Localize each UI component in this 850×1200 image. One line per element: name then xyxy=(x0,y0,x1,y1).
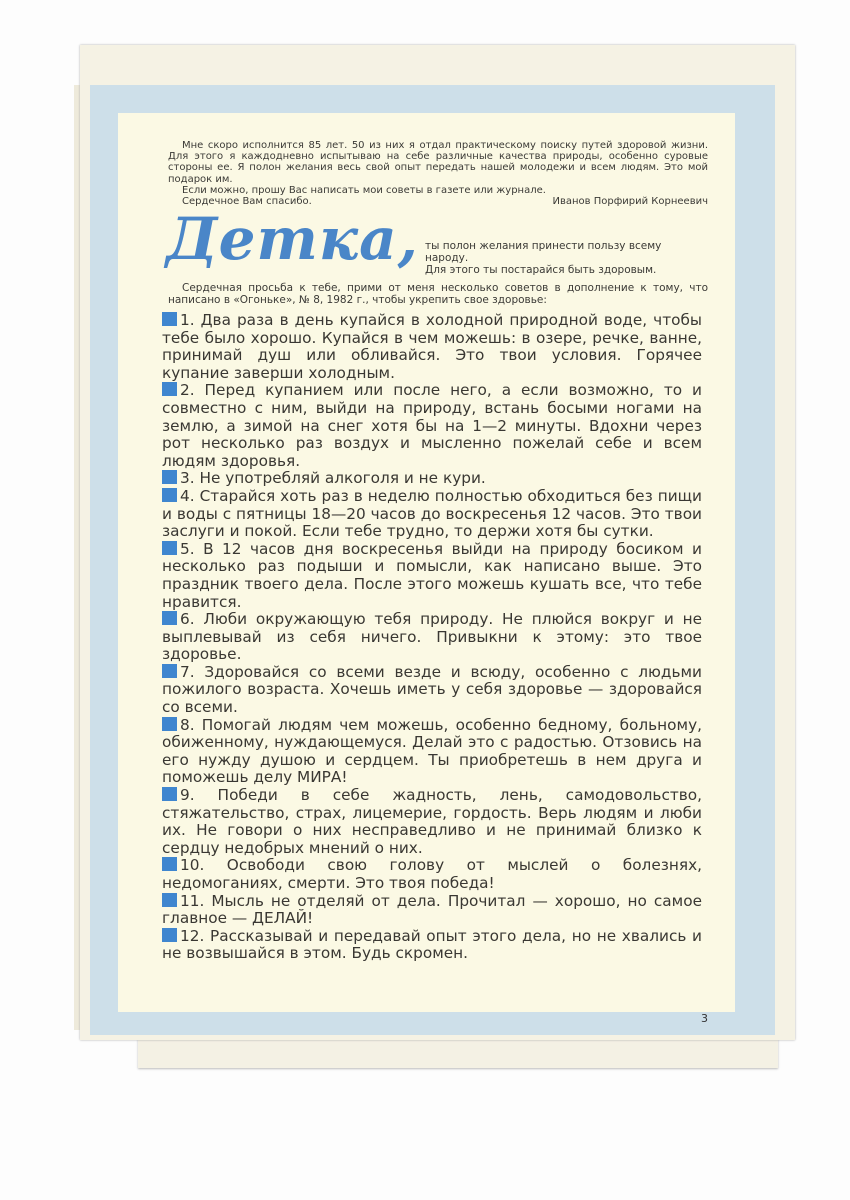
blue-square-bullet-icon xyxy=(162,541,177,555)
blue-square-bullet-icon xyxy=(162,893,177,907)
advice-item xyxy=(162,488,702,541)
advice-text: 6. Люби окружающую тебя природу. Не плюйся вокруг и не выплевывай из себя ничего. Привыкни к этому: это твое здоровье. xyxy=(162,610,702,664)
blue-square-bullet-icon xyxy=(162,488,177,502)
blue-square-bullet-icon xyxy=(162,470,177,484)
request-paragraph: Сердечная просьба к тебе, прими от меня несколько советов в дополнение к тому, что написано в «Огоньке», № 8, 1982 г., чтобы укрепить свое здоровье: xyxy=(168,282,708,306)
advice-text: 1. Два раза в день купайся в холодной природной воде, чтобы тебе было хорошо. Купайся в чем можешь: в озере, речке, ванне, принимай душ или обливайся. Это твои условия. Горячее купание заверши холодным. xyxy=(162,311,702,382)
blue-square-bullet-icon xyxy=(162,664,177,678)
advice-text: 2. Перед купанием или после него, а если возможно, то и совместно с ним, выйди на природу, встань босыми ногами на землю, а зимой на снег хотя бы на 1—2 минуты. Вдохни через рот несколько раз воздух и мысленно пожелай себе и всем людям здоровья. xyxy=(162,381,702,470)
advice-item xyxy=(162,787,702,857)
blue-square-bullet-icon xyxy=(162,787,177,801)
advice-item xyxy=(162,893,702,928)
advice-text: 11. Мысль не отделяй от дела. Прочитал — хорошо, но самое главное — ДЕЛАЙ! xyxy=(162,891,702,928)
advice-item xyxy=(162,470,702,488)
intro-request: Если можно, прошу Вас написать мои советы в газете или журнале. xyxy=(182,184,546,196)
advice-item xyxy=(162,382,702,470)
advice-text: 5. В 12 часов дня воскресенья выйди на природу босиком и несколько раз подыши и помысли, как написано выше. Это праздник твоего дела. После этого можешь кушать все, что тебе нравится. xyxy=(162,539,702,611)
advice-text: 9. Победи в себе жадность, лень, самодовольство, стяжательство, страх, лицемерие, гордость. Верь людям и люби их. Не говори о них несправедливо и не принимай близко к сердцу недобрых мнений о них. xyxy=(162,786,702,857)
advice-text: 4. Старайся хоть раз в неделю полностью обходиться без пищи и воды с пятницы 18—20 часов до воскресенья 12 часов. Это твои заслуги и покой. Если тебе трудно, то держи хотя бы сутки. xyxy=(162,486,702,541)
intro-paragraph: Мне скоро исполнится 85 лет. 50 из них я отдал практическому поиску путей здоровой жизни. Для этого я каждодневно испытываю на себе различные качества природы, особенно суровые стороны ее. Я полон желания весь свой опыт передать нашей молодежи и всем людям. Это мой подарок им. xyxy=(168,140,708,185)
signature: Иванов Порфирий Корнеевич xyxy=(552,196,708,208)
advice-item xyxy=(162,857,702,892)
advice-item xyxy=(162,717,702,787)
advice-item xyxy=(162,664,702,717)
blue-square-bullet-icon xyxy=(162,611,177,625)
advice-text: 10. Освободи свою голову от мыслей о болезнях, недомоганиях, смерти. Это твоя победа! xyxy=(162,856,702,892)
advice-item xyxy=(162,611,702,664)
blue-square-bullet-icon xyxy=(162,312,177,326)
subtitle-line: Для этого ты постарайся быть здоровым. xyxy=(425,264,657,276)
subtitle xyxy=(425,240,707,276)
advice-text: 12. Рассказывай и передавай опыт этого дела, но не хвались и не возвышайся в этом. Будь скромен. xyxy=(162,926,702,963)
blue-square-bullet-icon xyxy=(162,857,177,871)
blue-square-bullet-icon xyxy=(162,928,177,942)
advice-item xyxy=(162,541,702,611)
advice-text: 8. Помогай людям чем можешь, особенно бедному, больному, обиженному, нуждающемуся. Делай это с радостью. Отзовись на его нужду душою и сердцем. Ты приобретешь в нем друга и поможешь делу МИРА! xyxy=(162,715,702,787)
page-number: 3 xyxy=(701,1012,708,1025)
subtitle-line: ты полон желания принести пользу всему народу. xyxy=(425,240,662,264)
blue-square-bullet-icon xyxy=(162,382,177,396)
advice-item xyxy=(162,312,702,382)
advice-list xyxy=(162,312,702,963)
intro-letter xyxy=(168,140,708,207)
advice-text: 7. Здоровайся со всеми везде и всюду, особенно с людьми пожилого возраста. Хочешь иметь у себя здоровье — здоровайся со всеми. xyxy=(162,662,702,717)
advice-item xyxy=(162,928,702,963)
blue-square-bullet-icon xyxy=(162,717,177,731)
intro-thanks: Сердечное Вам спасибо. xyxy=(182,196,312,208)
page-title: Детка, xyxy=(166,205,419,273)
advice-text: 3. Не употребляй алкоголя и не кури. xyxy=(180,469,486,488)
